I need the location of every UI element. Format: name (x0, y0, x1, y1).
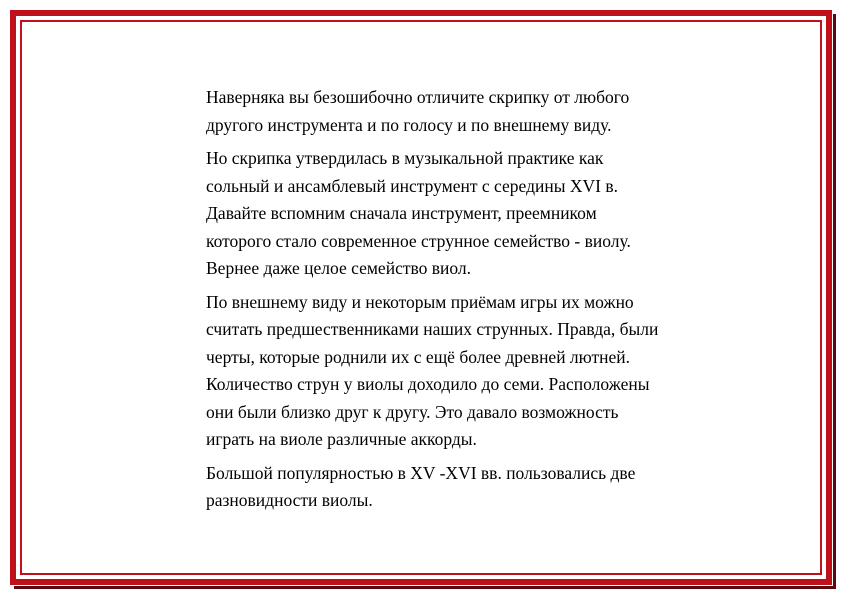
paragraph-2 (206, 145, 726, 283)
paragraph-1 (206, 84, 726, 139)
text-line: другого инструмента и по голосу и по внешнему виду. (206, 114, 612, 135)
text-line: черты, которые роднили их с ещё более древней лютней. (206, 346, 631, 367)
slide-text-block (206, 84, 726, 521)
paragraph-3 (206, 289, 726, 454)
text-line: которого стало современное струнное семейство - виолу. (206, 230, 631, 251)
text-line: Вернее даже целое семейство виол. (206, 258, 472, 278)
text-line: Но скрипка утвердилась в музыкальной практике как (206, 148, 604, 168)
text-line: считать предшественниками наших струнных. Правда, были (206, 319, 659, 339)
text-line: Большой популярностью в XV -XVI вв. пользовались две (206, 462, 636, 483)
text-line: играть на виоле различные аккорды. (206, 429, 477, 449)
text-line: Давайте вспомним сначала инструмент, преемником (206, 203, 597, 223)
text-line: По внешнему виду и некоторым приёмам игры их можно (206, 291, 634, 312)
text-line: они были близко друг к другу. Это давало возможность (206, 401, 619, 422)
text-line: сольный и ансамблевый инструмент с середины XVI в. (206, 175, 618, 196)
text-line: Количество струн у виолы доходило до семи. Расположены (206, 374, 650, 394)
text-line: разновидности виолы. (206, 490, 373, 510)
text-line: Наверняка вы безошибочно отличите скрипку от любого (206, 87, 630, 107)
paragraph-4 (206, 460, 726, 515)
